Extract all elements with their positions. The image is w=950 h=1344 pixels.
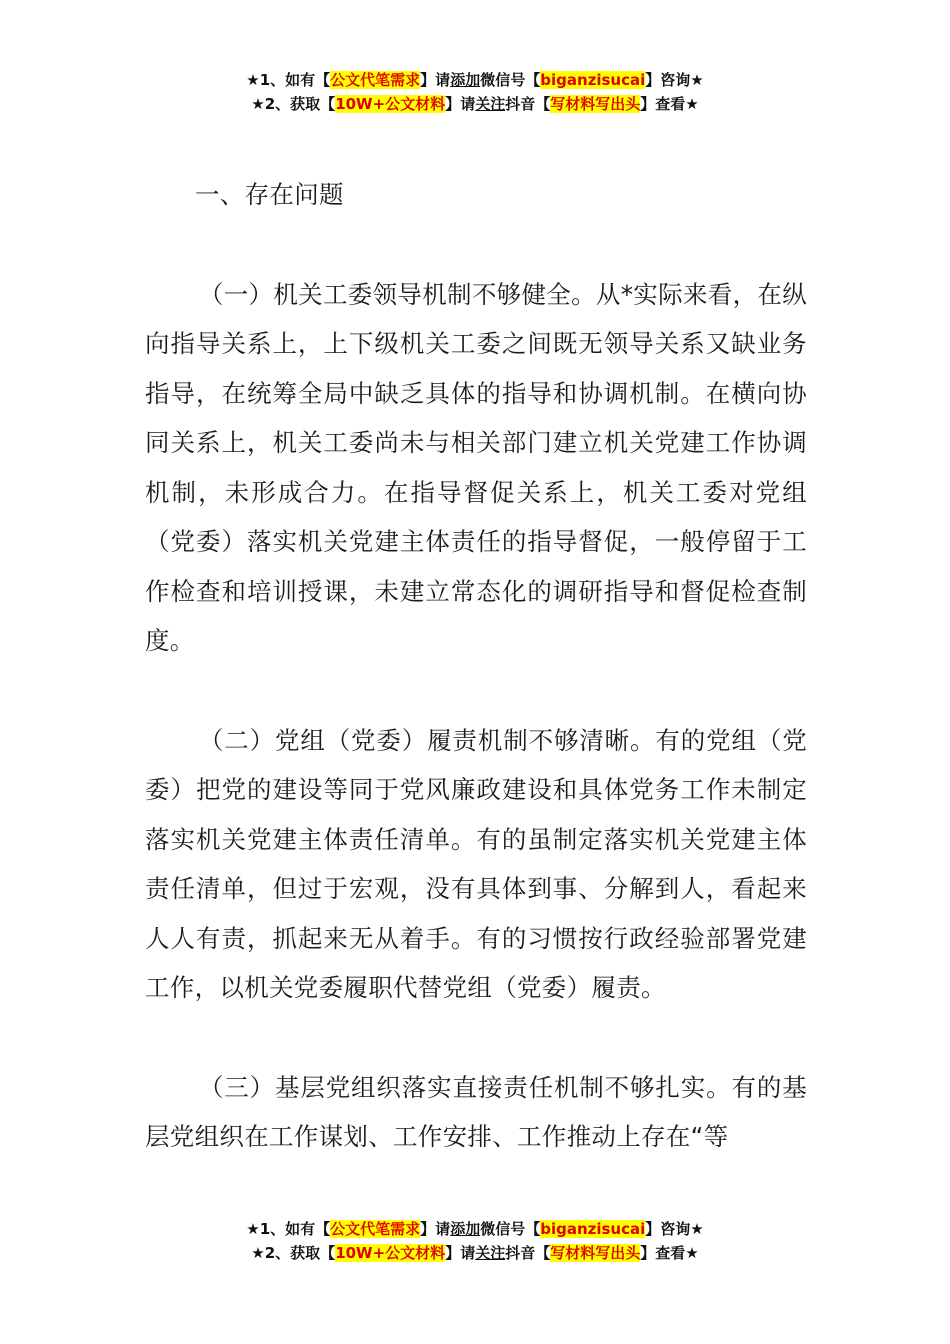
banner-text: 】请 (420, 1220, 451, 1238)
banner-text: 抖音【 (505, 95, 551, 113)
banner-text: 】咨询★ (645, 1220, 704, 1238)
paragraph-2: （二）党组（党委）履责机制不够清晰。有的党组（党委）把党的建设等同于党风廉政建设和具体党务工作未制定落实机关党建主体责任清单。有的虽制定落实机关党建主体责任清单，但过于宏观，没有具体到事、分解到人，看起来人人有责，抓起来无从着手。有的习惯按行政经验部署党建工作，以机关党委履职代替党组（党委）履责。 (145, 725, 807, 1002)
banner-highlight: biganzisucai (540, 71, 646, 89)
banner-text: 抖音【 (505, 1244, 551, 1262)
banner-text: 】请 (420, 71, 451, 89)
banner-text: ★2、获取【 (251, 1244, 336, 1262)
paragraph-3: （三）基层党组织落实直接责任机制不够扎实。有的基层党组织在工作谋划、工作安排、工作推动上存在“等 (145, 1072, 807, 1151)
banner-text: ★2、获取【 (251, 95, 336, 113)
banner-underline: 关注 (475, 1244, 506, 1262)
banner-text: 微信号【 (480, 71, 541, 89)
banner-line-1 (0, 1217, 950, 1241)
banner-text: 】咨询★ (645, 71, 704, 89)
footer-banner (0, 1217, 950, 1265)
banner-text: 】查看★ (640, 95, 699, 113)
banner-underline: 添加 (450, 71, 481, 89)
banner-highlight: 10W+公文材料 (335, 95, 446, 113)
banner-text: 】查看★ (640, 1244, 699, 1262)
banner-text: 】请 (445, 1244, 476, 1262)
banner-text: 微信号【 (480, 1220, 541, 1238)
document-body (145, 170, 807, 1212)
banner-line-1 (0, 68, 950, 92)
banner-highlight: 写材料写出头 (550, 1244, 641, 1262)
banner-text: ★1、如有【 (246, 1220, 331, 1238)
banner-highlight: 公文代笔需求 (330, 1220, 421, 1238)
banner-highlight: 写材料写出头 (550, 95, 641, 113)
section-heading: 一、存在问题 (195, 180, 344, 209)
banner-line-2 (0, 1241, 950, 1265)
banner-highlight: 公文代笔需求 (330, 71, 421, 89)
banner-highlight: biganzisucai (540, 1220, 646, 1238)
banner-line-2 (0, 92, 950, 116)
header-banner (0, 68, 950, 116)
banner-underline: 关注 (475, 95, 506, 113)
banner-text: 】请 (445, 95, 476, 113)
banner-underline: 添加 (450, 1220, 481, 1238)
paragraph-1: （一）机关工委领导机制不够健全。从*实际来看，在纵向指导关系上，上下级机关工委之间既无领导关系又缺业务指导，在统筹全局中缺乏具体的指导和协调机制。在横向协同关系上，机关工委尚未与相关部门建立机关党建工作协调机制，未形成合力。在指导督促关系上，机关工委对党组（党委）落实机关党建主体责任的指导督促，一般停留于工作检查和培训授课，未建立常态化的调研指导和督促检查制度。 (145, 279, 807, 655)
banner-highlight: 10W+公文材料 (335, 1244, 446, 1262)
banner-text: ★1、如有【 (246, 71, 331, 89)
